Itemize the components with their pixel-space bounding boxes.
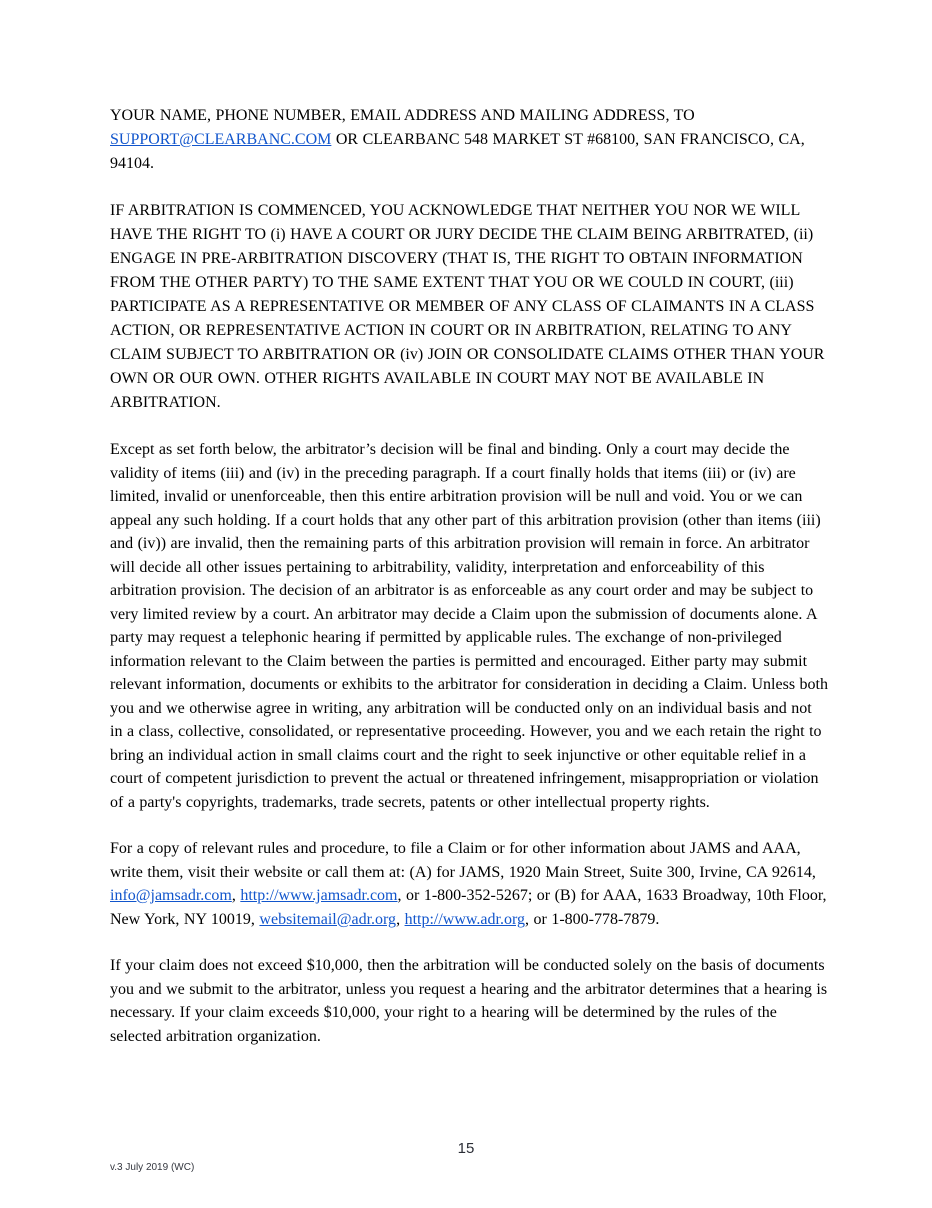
text-run: , bbox=[396, 910, 405, 928]
text-run: If your claim does not exceed $10,000, then the arbitration will be conducted solely on the basis of documents you and we submit to the arbitrator, unless you request a hearing and the arbitrator determines that a hearing is necessary. If your claim exceeds $10,000, your right to a hearing will be determined by the rules of the selected arbitration organization. bbox=[110, 957, 828, 1045]
version-label: v.3 July 2019 (WC) bbox=[110, 1162, 195, 1173]
jams-email-link[interactable]: info@jamsadr.com bbox=[110, 887, 232, 904]
text-run: For a copy of relevant rules and procedure, to file a Claim or for other information about JAMS and AAA, write them, visit their website or call them at: (A) for JAMS, 1920 Main Street, Suite 300, Irvine, CA 92614, bbox=[110, 840, 816, 881]
paragraph-arbitrator-decision bbox=[110, 438, 828, 814]
jams-website-link[interactable]: http://www.jamsadr.com bbox=[240, 887, 398, 904]
document-body bbox=[110, 104, 828, 1071]
paragraph-arbitration-acknowledgement bbox=[110, 199, 828, 415]
aaa-website-link[interactable]: http://www.adr.org bbox=[404, 910, 525, 928]
text-run: Except as set forth below, the arbitrator’s decision will be final and binding. Only a court may decide the validity of items (iii) and (iv) in the preceding paragraph. If a court finally holds that items (iii) or (iv) are limited, invalid or unenforceable, then this entire arbitration provision will be null and void. You or we can appeal any such holding. If a court holds that any other part of this arbitration provision (other than items (iii) and (iv)) are invalid, then the remaining parts of this arbitration provision will remain in force. An arbitrator will decide all other issues pertaining to arbitrability, validity, interpretation and enforceability of this arbitration provision. The decision of an arbitrator is as enforceable as any court order and may be subject to very limited review by a court. An arbitrator may decide a Claim upon the submission of documents alone. A party may request a telephonic hearing if permitted by applicable rules. The exchange of non-privileged information relevant to the Claim between the parties is permitted and encouraged. Either party may submit relevant information, documents or exhibits to the arbitrator for consideration in deciding a Claim. Unless both you and we otherwise agree in writing, any arbitration will be conducted only on an individual basis and not in a class, collective, consolidated, or representative proceeding. However, you and we each retain the right to bring an individual action in small claims court and the right to seek injunctive or other equitable relief in a court of competent jurisdiction to prevent the actual or threatened infringement, misappropriation or violation of a party's copyrights, trademarks, trade secrets, patents or other intellectual property rights. bbox=[110, 441, 828, 811]
text-run: , or 1-800-352-5267; or (B) for AAA, 1633 Broadway, 10th Floor, New York, NY 10019, bbox=[110, 887, 827, 928]
paragraph-rules-contact bbox=[110, 837, 828, 931]
text-run: IF ARBITRATION IS COMMENCED, YOU ACKNOWLEDGE THAT NEITHER YOU NOR WE WILL HAVE THE RIGHT TO (i) HAVE A COURT OR JURY DECIDE THE CLAIM BEING ARBITRATED, (ii) ENGAGE IN PRE-ARBITRATION DISCOVERY (THAT IS, THE RIGHT TO OBTAIN INFORMATION FROM THE OTHER PARTY) TO THE SAME EXTENT THAT YOU OR WE COULD IN COURT, (iii) PARTICIPATE AS A REPRESENTATIVE OR MEMBER OF ANY CLASS OF CLAIMANTS IN A CLASS ACTION, OR REPRESENTATIVE ACTION IN COURT OR IN ARBITRATION, RELATING TO ANY CLAIM SUBJECT TO ARBITRATION OR (iv) JOIN OR CONSOLIDATE CLAIMS OTHER THAN YOUR OWN OR OUR OWN. OTHER RIGHTS AVAILABLE IN COURT MAY NOT BE AVAILABLE IN ARBITRATION. bbox=[110, 202, 825, 411]
paragraph-contact-address bbox=[110, 104, 828, 176]
page-number: 15 bbox=[457, 1140, 475, 1157]
paragraph-claim-threshold bbox=[110, 954, 828, 1048]
text-run: OR CLEARBANC 548 MARKET ST #68100, SAN FRANCISCO, CA, 94104. bbox=[110, 131, 805, 172]
aaa-email-link[interactable]: websitemail@adr.org bbox=[259, 910, 397, 928]
text-run: YOUR NAME, PHONE NUMBER, EMAIL ADDRESS AND MAILING ADDRESS, TO bbox=[110, 107, 695, 124]
text-run: , bbox=[231, 887, 241, 904]
support-email-link[interactable]: SUPPORT@CLEARBANC.COM bbox=[110, 131, 332, 148]
text-run: , or 1-800-778-7879. bbox=[525, 910, 660, 928]
